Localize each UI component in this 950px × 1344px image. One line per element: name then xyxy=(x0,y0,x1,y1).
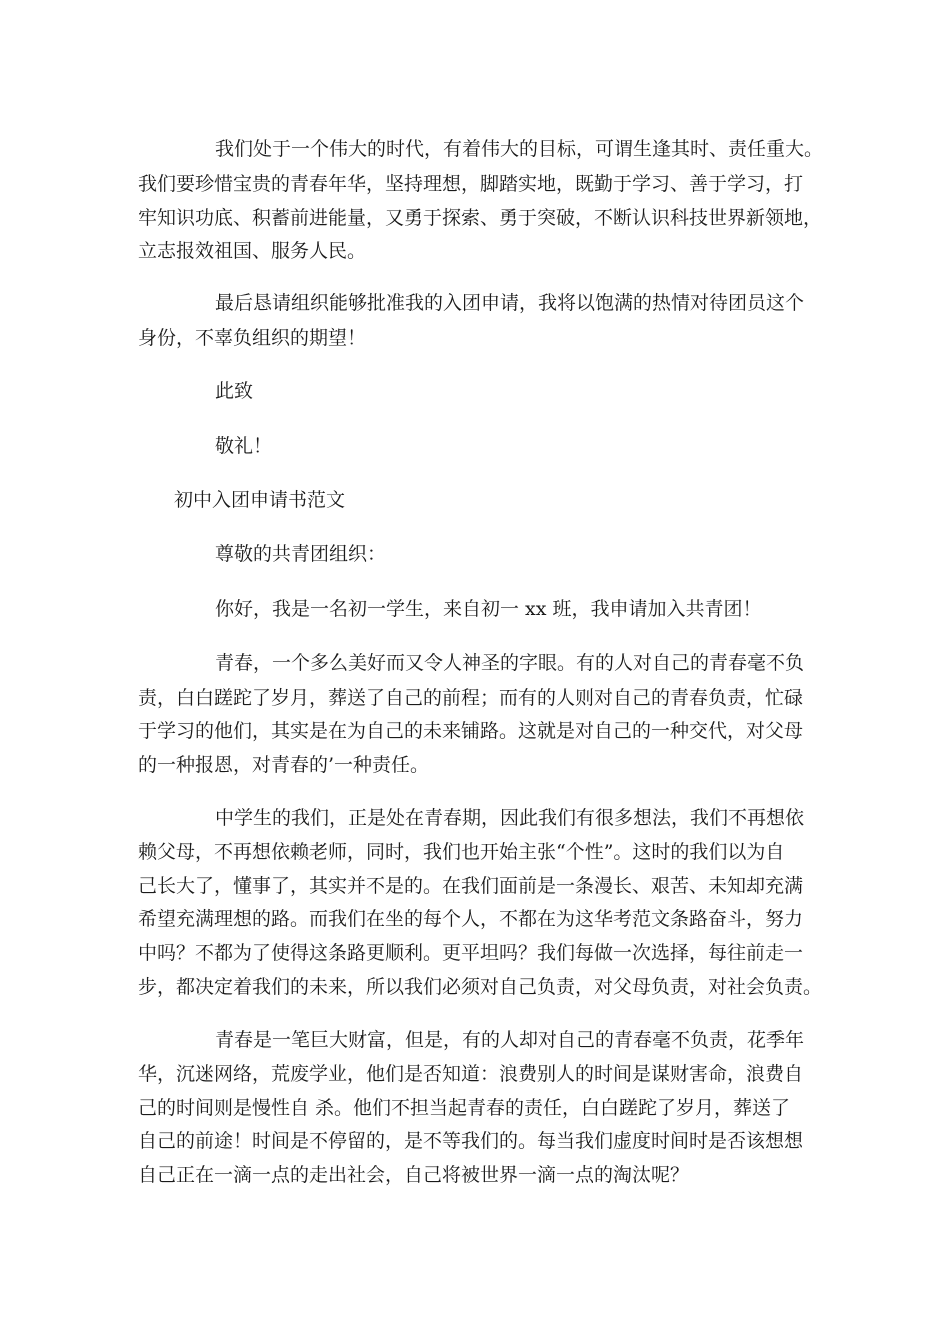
paragraph-3-line-3: 于学习的他们，其实是在为自己的未来铺路。这就是对自己的一种交代，对父母 xyxy=(138,720,804,742)
paragraph-5-line-3: 己的时间则是慢性自 杀。他们不担当起青春的责任，白白蹉跎了岁月，葬送了 xyxy=(138,1097,791,1119)
salutation: 尊敬的共青团组织： xyxy=(215,543,387,565)
closing-jingli: 敬礼！ xyxy=(215,435,273,457)
paragraph-1-line-4: 立志报效祖国、服务人民。 xyxy=(138,240,367,262)
paragraph-2-line-2: 身份，不辜负组织的期望！ xyxy=(138,327,367,349)
section-heading: 初中入团申请书范文 xyxy=(174,489,346,511)
paragraph-5-line-5: 自己正在一滴一点的走出社会，自己将被世界一滴一点的淘汰呢？ xyxy=(138,1164,690,1186)
paragraph-5-line-1: 青春是一笔巨大财富，但是，有的人却对自己的青春毫不负责，花季年 xyxy=(215,1029,805,1051)
paragraph-4-line-5: 中吗？不都为了使得这条路更顺利。更平坦吗？我们每做一次选择，每往前走一 xyxy=(138,942,804,964)
closing-cizhi: 此致 xyxy=(215,380,254,402)
paragraph-1-line-3: 牢知识功底、积蓄前进能量，又勇于探索、勇于突破，不断认识科技世界新领地， xyxy=(138,207,823,229)
paragraph-3-line-2: 责，白白蹉跎了岁月，葬送了自己的前程；而有的人则对自己的青春负责，忙碌 xyxy=(138,687,804,709)
paragraph-5-line-2: 华，沉迷网络，荒废学业，他们是否知道：浪费别人的时间是谋财害命，浪费自 xyxy=(138,1063,804,1085)
paragraph-2-line-1: 最后恳请组织能够批准我的入团申请，我将以饱满的热情对待团员这个 xyxy=(215,292,805,314)
paragraph-4-line-3: 己长大了，懂事了，其实并不是的。在我们面前是一条漫长、艰苦、未知却充满 xyxy=(138,875,804,897)
paragraph-4-line-4: 希望充满理想的路。而我们在坐的每个人，不都在为这华考范文条路奋斗，努力 xyxy=(138,908,804,930)
paragraph-4-line-1: 中学生的我们，正是处在青春期，因此我们有很多想法，我们不再想依 xyxy=(215,807,805,829)
paragraph-5-line-4: 自己的前途！时间是不停留的，是不等我们的。每当我们虚度时间时是否该想想 xyxy=(138,1130,804,1152)
paragraph-3-line-1: 青春，一个多么美好而又令人神圣的字眼。有的人对自己的青春毫不负 xyxy=(215,652,805,674)
paragraph-3-line-4: 的一种报恩，对青春的’一种责任。 xyxy=(138,754,430,776)
paragraph-4-line-2: 赖父母，不再想依赖老师，同时，我们也开始主张“个性”。这时的我们以为自 xyxy=(138,841,785,863)
intro-line: 你好，我是一名初一学生，来自初一 xx 班，我申请加入共青团！ xyxy=(215,598,762,620)
paragraph-1-line-2: 我们要珍惜宝贵的青春年华，坚持理想，脚踏实地，既勤于学习、善于学习，打 xyxy=(138,173,804,195)
paragraph-4-line-6: 步，都决定着我们的未来，所以我们必须对自己负责，对父母负责，对社会负责。 xyxy=(138,976,823,998)
paragraph-1-line-1: 我们处于一个伟大的时代，有着伟大的目标，可谓生逢其时、责任重大。 xyxy=(215,138,824,160)
